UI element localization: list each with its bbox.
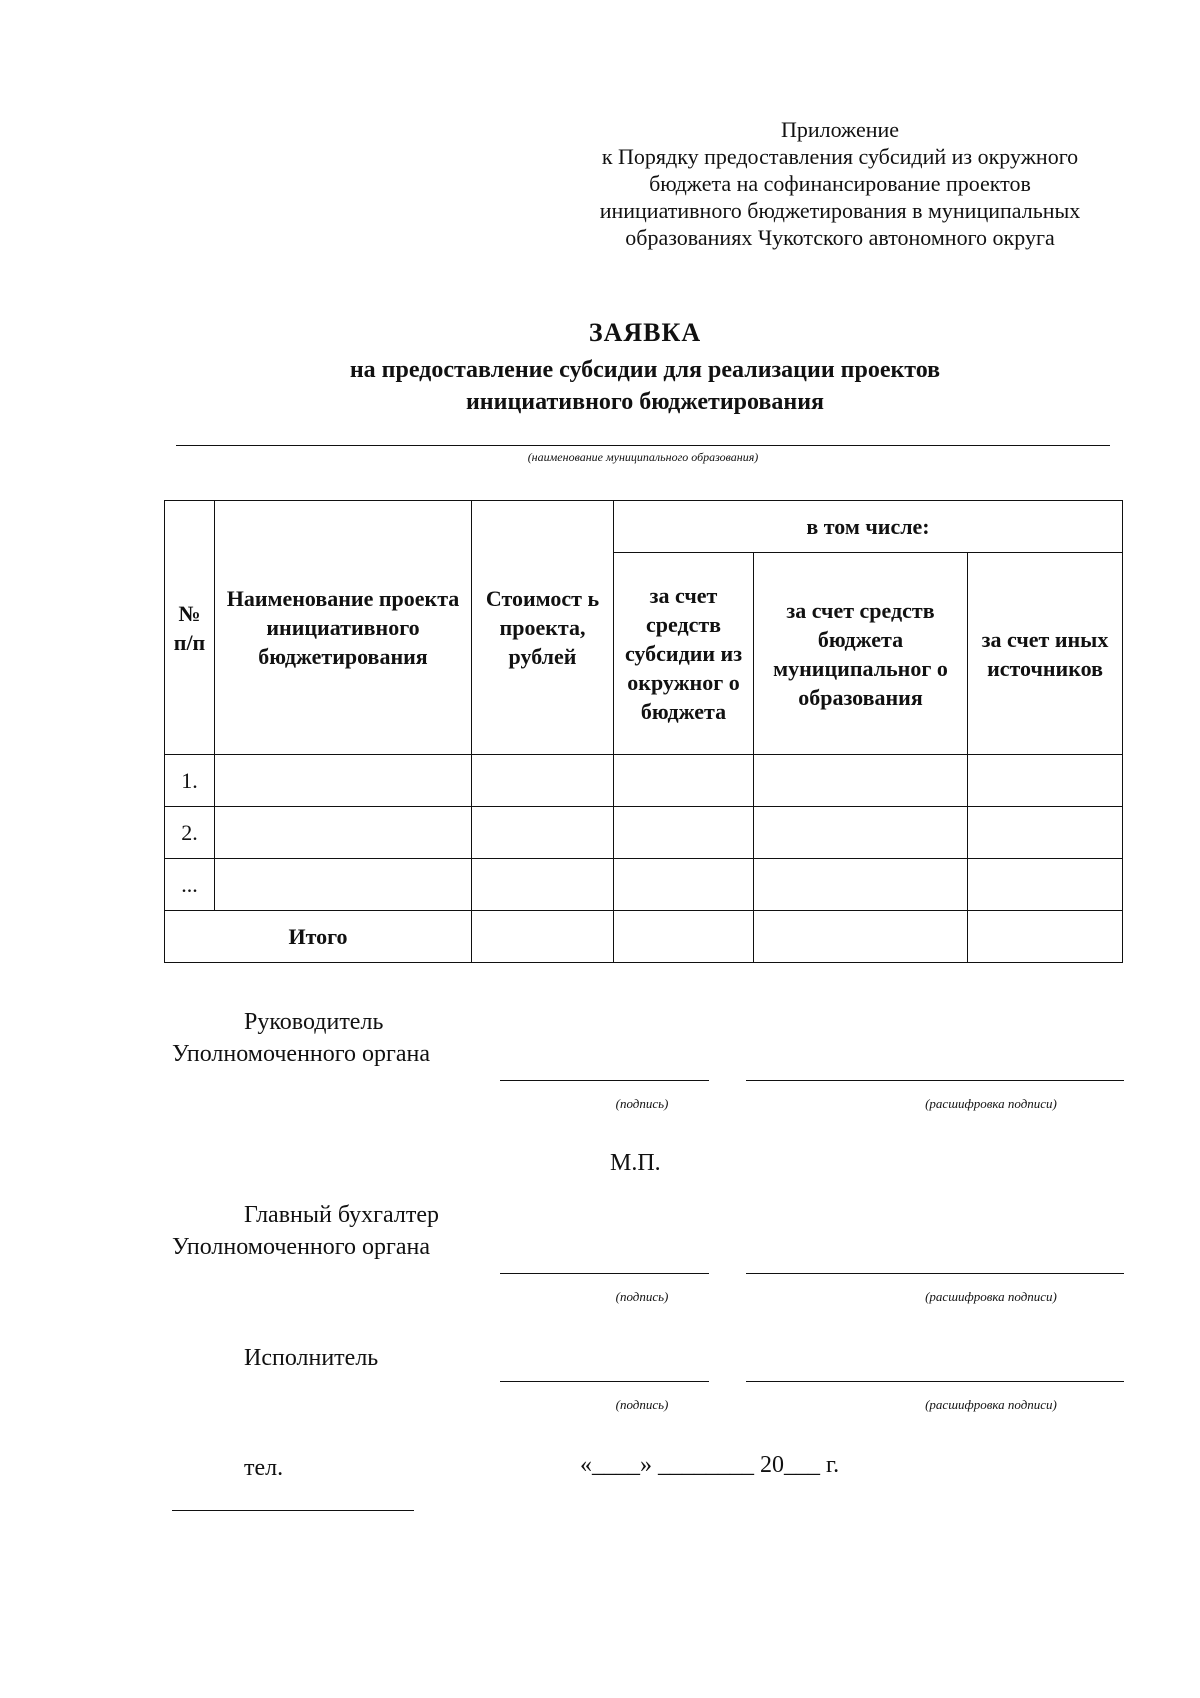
header-project-cost: Стоимост ь проекта, рублей xyxy=(472,501,614,755)
appendix-line-4: инициативного бюджетирования в муниципальных xyxy=(599,198,1081,223)
total-other-sources[interactable] xyxy=(968,911,1123,963)
row-number: 2. xyxy=(165,807,215,859)
projects-table xyxy=(164,500,1123,963)
cell-project-cost[interactable] xyxy=(472,755,614,807)
header-including: в том числе: xyxy=(614,501,1123,553)
header-municipal-budget: за счет средств бюджета муниципальног о образования xyxy=(754,553,968,755)
cell-municipal-budget[interactable] xyxy=(754,807,968,859)
cell-other-sources[interactable] xyxy=(968,859,1123,911)
cell-municipal-budget[interactable] xyxy=(754,859,968,911)
header-district-subsidy: за счет средств субсидии из окружног о бюджета xyxy=(614,553,754,755)
table-row xyxy=(165,807,1123,859)
executor-signature-caption: (подпись) xyxy=(615,1397,669,1412)
appendix-line-5: образованиях Чукотского автономного округа xyxy=(625,225,1055,250)
table-row xyxy=(165,859,1123,911)
head-signature-line[interactable] xyxy=(500,1080,709,1081)
cell-project-name[interactable] xyxy=(215,807,472,859)
phone-line[interactable] xyxy=(172,1510,414,1511)
executor-decode-caption: (расшифровка подписи) xyxy=(925,1397,1057,1412)
accountant-signature-caption: (подпись) xyxy=(615,1289,669,1304)
header-num: № п/п xyxy=(165,501,215,755)
document-title: ЗАЯВКА xyxy=(588,318,702,347)
phone-label: тел. xyxy=(244,1455,284,1481)
head-decode-caption: (расшифровка подписи) xyxy=(925,1096,1057,1111)
total-municipal-budget[interactable] xyxy=(754,911,968,963)
appendix-block xyxy=(560,116,1120,251)
cell-district-subsidy[interactable] xyxy=(614,807,754,859)
header-other-sources: за счет иных источников xyxy=(968,553,1123,755)
total-district-subsidy[interactable] xyxy=(614,911,754,963)
accountant-signature-line[interactable] xyxy=(500,1273,709,1274)
head-title-line-2: Уполномоченного органа xyxy=(172,1041,430,1067)
cell-project-cost[interactable] xyxy=(472,807,614,859)
total-project-cost[interactable] xyxy=(472,911,614,963)
cell-project-cost[interactable] xyxy=(472,859,614,911)
cell-district-subsidy[interactable] xyxy=(614,859,754,911)
cell-other-sources[interactable] xyxy=(968,755,1123,807)
total-label: Итого xyxy=(165,911,472,963)
head-decode-line[interactable] xyxy=(746,1080,1124,1081)
row-number: 1. xyxy=(165,755,215,807)
accountant-title-line-1: Главный бухгалтер xyxy=(244,1202,439,1228)
cell-municipal-budget[interactable] xyxy=(754,755,968,807)
appendix-line-1: Приложение xyxy=(780,117,900,142)
subtitle-line-2: инициативного бюджетирования xyxy=(465,389,825,415)
appendix-line-2: к Порядку предоставления субсидий из окружного xyxy=(601,144,1079,169)
executor-title: Исполнитель xyxy=(244,1345,379,1371)
head-title-line-1: Руководитель xyxy=(244,1009,384,1035)
municipality-caption: (наименование муниципального образования) xyxy=(527,450,759,464)
table-total-row xyxy=(165,911,1123,963)
header-project-name: Наименование проекта инициативного бюджетирования xyxy=(215,501,472,755)
accountant-title-line-2: Уполномоченного органа xyxy=(172,1234,430,1260)
executor-signature-line[interactable] xyxy=(500,1381,709,1382)
accountant-decode-caption: (расшифровка подписи) xyxy=(925,1289,1057,1304)
stamp-place: М.П. xyxy=(610,1150,661,1176)
accountant-decode-line[interactable] xyxy=(746,1273,1124,1274)
executor-decode-line[interactable] xyxy=(746,1381,1124,1382)
date-field[interactable]: «____» ________ 20___ г. xyxy=(580,1452,840,1478)
cell-project-name[interactable] xyxy=(215,755,472,807)
head-signature-caption: (подпись) xyxy=(615,1096,669,1111)
cell-district-subsidy[interactable] xyxy=(614,755,754,807)
table-row xyxy=(165,755,1123,807)
row-number: ... xyxy=(165,859,215,911)
subtitle-line-1: на предоставление субсидии для реализации проектов xyxy=(349,357,941,383)
cell-project-name[interactable] xyxy=(215,859,472,911)
document-subtitle xyxy=(0,354,1200,418)
appendix-line-3: бюджета на софинансирование проектов xyxy=(649,171,1031,196)
municipality-name-line[interactable] xyxy=(176,445,1110,446)
cell-other-sources[interactable] xyxy=(968,807,1123,859)
